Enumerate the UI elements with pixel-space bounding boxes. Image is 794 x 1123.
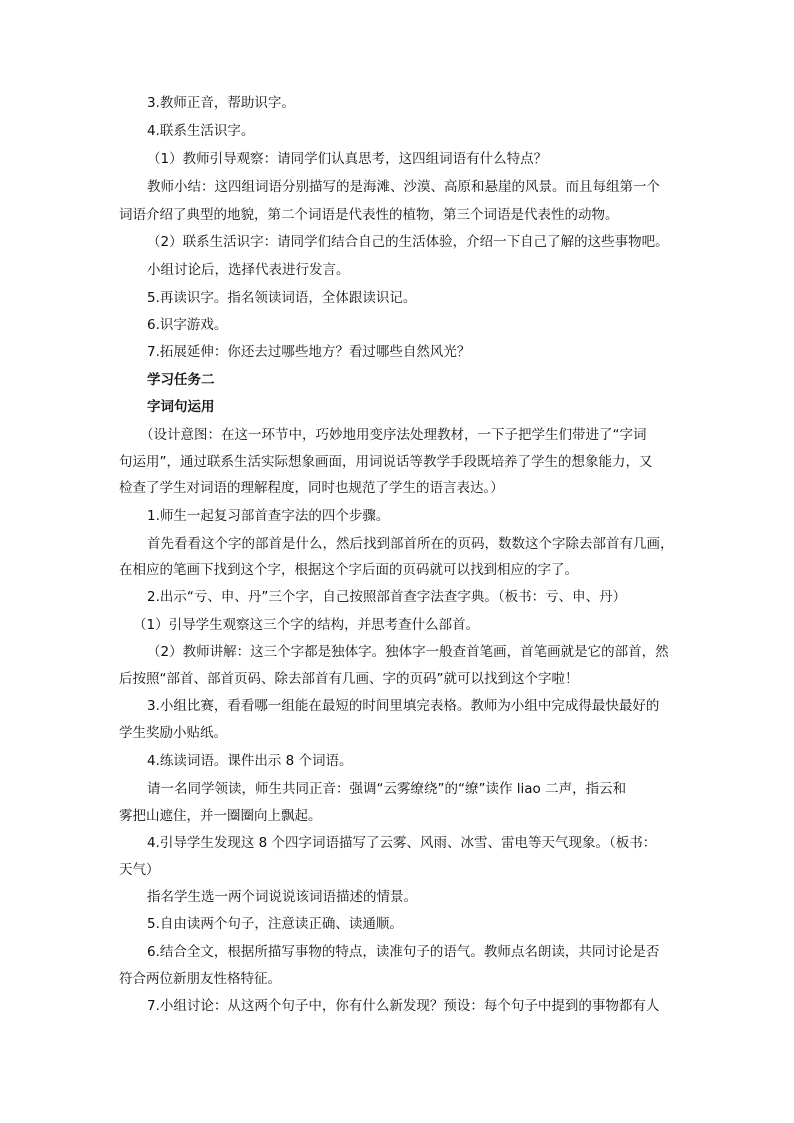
text-line: 1.师生一起复习部首查字法的四个步骤。 <box>147 508 390 524</box>
text-line: 4.练读词语。课件出示 8 个词语。 <box>147 753 353 769</box>
text-line: 4.引导学生发现这 8 个四字词语描写了云雾、风雨、冰雪、雷电等天气现象。（板书： <box>147 835 657 851</box>
text-line: 请一名同学领读，师生共同正音：强调“云雾缭绕”的“缭”读作 liao 二声，指云和 <box>147 781 627 797</box>
text-line: 符合两位新朋友性格特征。 <box>119 971 281 987</box>
text-line: （2）联系生活识字：请同学们结合自己的生活体验，介绍一下自己了解的这些事物吧。 <box>147 234 669 250</box>
text-line: 首先看看这个字的部首是什么，然后找到部首所在的页码，数数这个字除去部首有几画， <box>147 536 674 552</box>
text-line: 教师小结：这四组词语分别描写的是海滩、沙漠、高原和悬崖的风景。而且每组第一个 <box>147 179 660 195</box>
text-line: （设计意图：在这一环节中，巧妙地用变序法处理教材，一下子把学生们带进了“字词 <box>140 427 647 443</box>
text-line: 6.结合全文，根据所描写事物的特点，读准句子的语气。教师点名朗读，共同讨论是否 <box>147 944 660 960</box>
text-line: 检查了学生对词语的理解程度，同时也规范了学生的语言表达。） <box>119 480 504 496</box>
text-line: （1）教师引导观察：请同学们认真思考，这四组词语有什么特点？ <box>147 151 548 167</box>
text-line: 7.拓展延伸：你还去过哪些地方？看过哪些自然风光？ <box>147 344 471 360</box>
text-line: 小组讨论后，选择代表进行发言。 <box>147 262 350 278</box>
text-line: 雾把山遮住，并一圈圈向上飘起。 <box>119 808 322 824</box>
text-line: 5.自由读两个句子，注意读正确、读通顺。 <box>147 916 403 932</box>
text-line: 5.再读识字。指名领读词语，全体跟读识记。 <box>147 290 417 306</box>
text-line: 3.小组比赛，看看哪一组能在最短的时间里填完表格。教师为小组中完成得最快最好的 <box>147 698 660 714</box>
text-line: 词语介绍了典型的地貌，第二个词语是代表性的植物，第三个词语是代表性的动物。 <box>119 207 619 223</box>
section-subheading: 字词句运用 <box>147 399 215 415</box>
text-line: 在相应的笔画下找到这个字，根据这个字后面的页码就可以找到相应的字了。 <box>119 562 578 578</box>
text-line: 4.联系生活识字。 <box>147 123 255 139</box>
text-line: 句运用”，通过联系生活实际想象画面，用词说话等教学手段既培养了学生的想象能力，又 <box>119 454 653 470</box>
text-line: （2）教师讲解：这三个字都是独体字。独体字一般查首笔画，首笔画就是它的部首，然 <box>147 644 669 660</box>
text-line: 指名学生选一两个词说说该词语描述的情景。 <box>147 889 417 905</box>
text-line: 天气） <box>119 862 160 878</box>
text-line: 6.识字游戏。 <box>147 317 228 333</box>
text-line: 2.出示“亏、申、丹”三个字，自己按照部首查字法查字典。（板书：亏、申、丹） <box>147 589 627 605</box>
text-line: 7.小组讨论：从这两个句子中，你有什么新发现？预设：每个句子中提到的事物都有人 <box>147 998 660 1014</box>
text-line: （1）引导学生观察这三个字的结构，并思考查什么部首。 <box>133 617 480 633</box>
text-line: 后按照“部首、部首页码、除去部首有几画、字的页码”就可以找到这个字啦！ <box>119 671 579 687</box>
text-line: 学生奖励小贴纸。 <box>119 725 227 741</box>
text-line: 3.教师正音，帮助识字。 <box>147 95 295 111</box>
section-heading: 学习任务二 <box>147 372 215 388</box>
